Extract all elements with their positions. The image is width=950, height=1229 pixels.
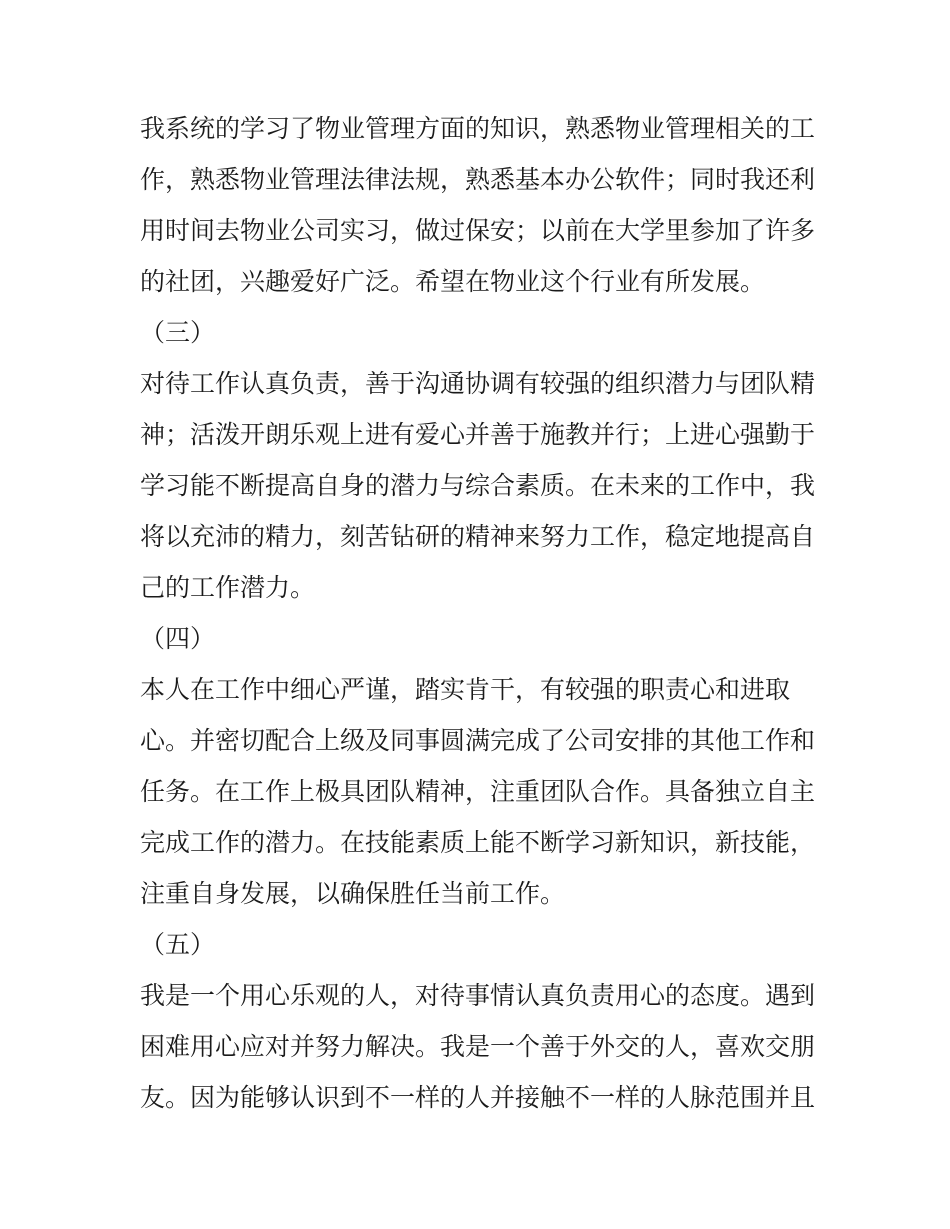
paragraph-3-line-4: 完成工作的潜力。在技能素质上能不断学习新知识，新技能， (140, 828, 816, 857)
paragraph-3-line-2: 心。并密切配合上级及同事圆满完成了公司安排的其他工作和 (140, 726, 816, 755)
section-heading-5: （五） (140, 930, 216, 959)
paragraph-4-line-2: 困难用心应对并努力解决。我是一个善于外交的人，喜欢交朋 (140, 1032, 816, 1061)
paragraph-3-line-1: 本人在工作中细心严谨，踏实肯干，有较强的职责心和进取 (140, 675, 791, 704)
paragraph-4-line-3: 友。因为能够认识到不一样的人并接触不一样的人脉范围并且 (140, 1083, 816, 1112)
paragraph-2-line-2: 神；活泼开朗乐观上进有爱心并善于施教并行；上进心强勤于 (140, 420, 816, 449)
paragraph-1-line-4: 的社团，兴趣爱好广泛。希望在物业这个行业有所发展。 (140, 267, 766, 296)
paragraph-4-line-1: 我是一个用心乐观的人，对待事情认真负责用心的态度。遇到 (140, 981, 816, 1010)
paragraph-2-line-5: 己的工作潜力。 (140, 573, 316, 602)
paragraph-2-line-3: 学习能不断提高自身的潜力与综合素质。在未来的工作中，我 (140, 471, 816, 500)
paragraph-3-line-5: 注重自身发展，以确保胜任当前工作。 (140, 879, 566, 908)
section-heading-4: （四） (140, 624, 216, 653)
paragraph-2-line-1: 对待工作认真负责，善于沟通协调有较强的组织潜力与团队精 (140, 369, 816, 398)
paragraph-1-line-1: 我系统的学习了物业管理方面的知识，熟悉物业管理相关的工 (140, 114, 816, 143)
paragraph-1-line-3: 用时间去物业公司实习，做过保安；以前在大学里参加了许多 (140, 216, 816, 245)
section-heading-3: （三） (140, 318, 216, 347)
paragraph-3-line-3: 任务。在工作上极具团队精神，注重团队合作。具备独立自主 (140, 777, 816, 806)
paragraph-2-line-4: 将以充沛的精力，刻苦钻研的精神来努力工作，稳定地提高自 (140, 522, 816, 551)
paragraph-1-line-2: 作，熟悉物业管理法律法规，熟悉基本办公软件；同时我还利 (140, 165, 816, 194)
